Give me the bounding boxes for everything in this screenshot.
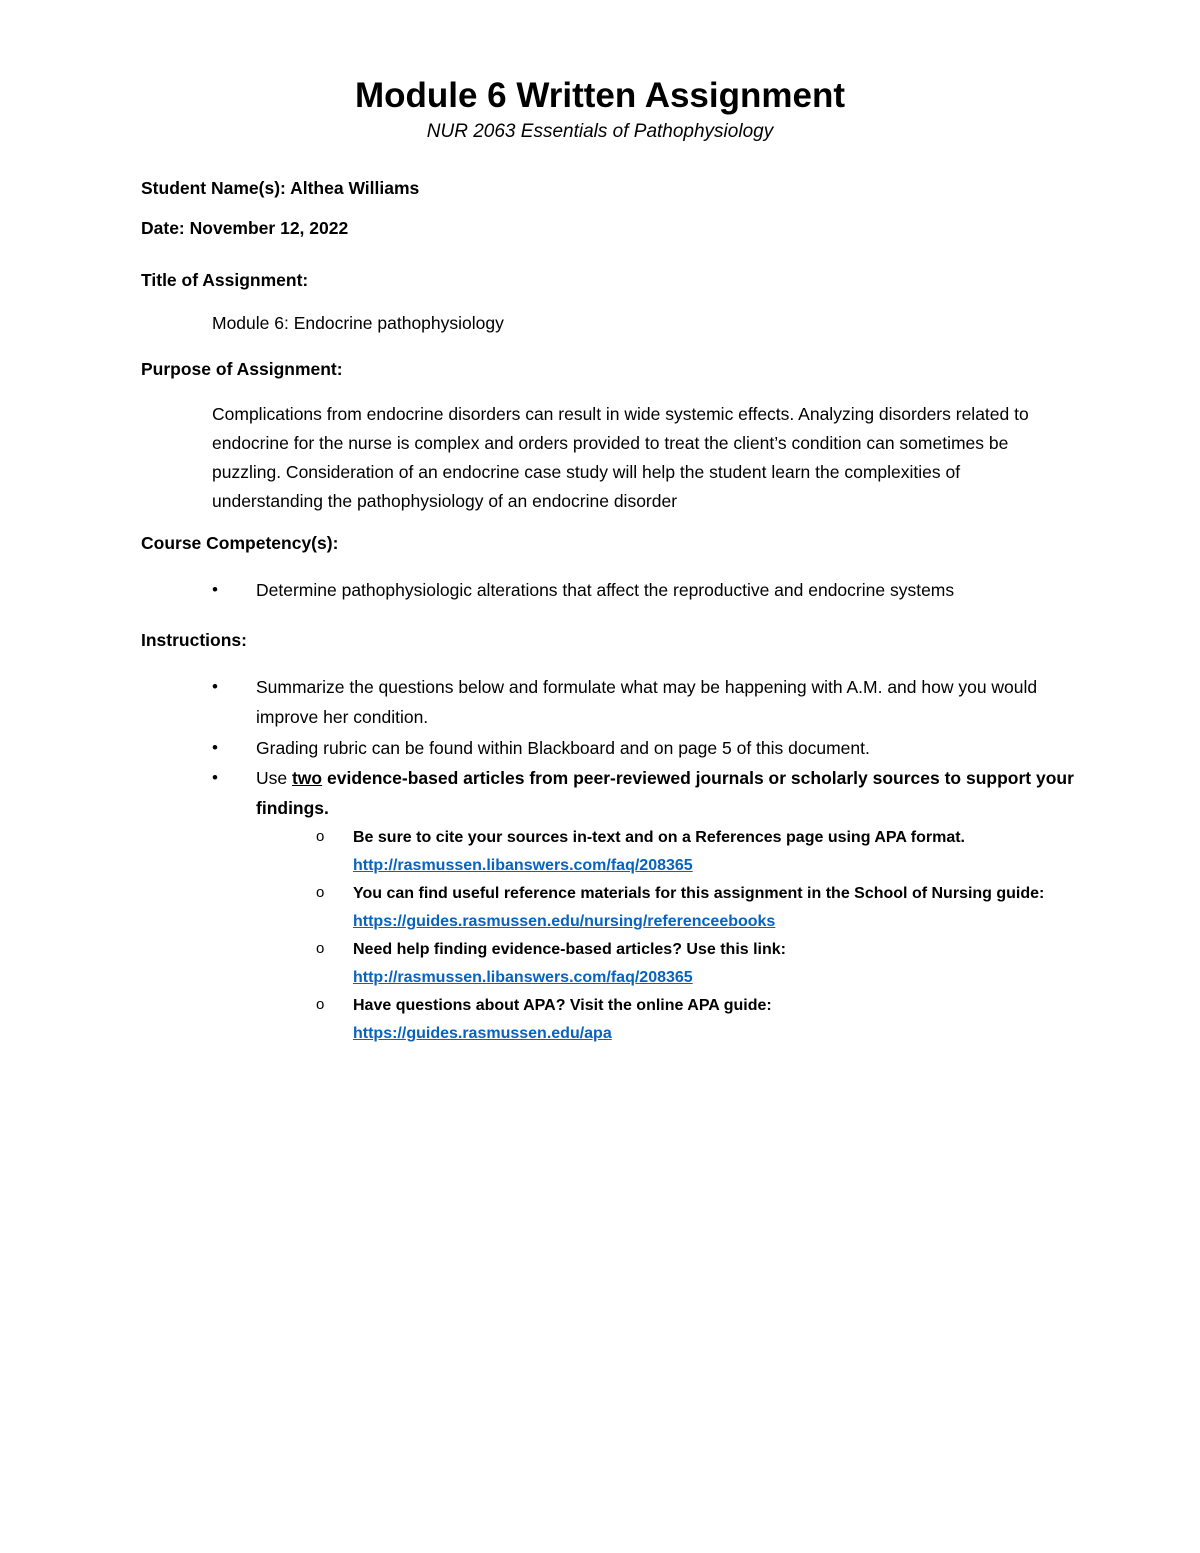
instructions-heading: Instructions: bbox=[141, 630, 247, 650]
competency-text: Determine pathophysiologic alterations that affect the reproductive and endocrine systems bbox=[256, 580, 955, 600]
student-name-label: Student Name(s): bbox=[141, 178, 286, 198]
date-row bbox=[141, 217, 348, 239]
document-subtitle: NUR 2063 Essentials of Pathophysiology bbox=[426, 121, 774, 142]
instruction-post: evidence-based articles from peer-reviewed journals or scholarly sources to support your findings. bbox=[256, 768, 1074, 818]
sub-item-text: Have questions about APA? Visit the online APA guide: bbox=[353, 997, 772, 1014]
instruction-text: Summarize the questions below and formulate what may be happening with A.M. and how you would improve her condition. bbox=[256, 677, 1038, 727]
date-value: November 12, 2022 bbox=[189, 218, 349, 238]
bullet-icon: • bbox=[212, 768, 218, 787]
student-name-value: Althea Williams bbox=[290, 178, 420, 198]
purpose-heading: Purpose of Assignment: bbox=[141, 359, 343, 379]
instruction-pre: Use bbox=[256, 768, 292, 788]
sub-item-text: Be sure to cite your sources in-text and on a References page using APA format. bbox=[353, 829, 965, 846]
instruction-text bbox=[256, 763, 1076, 823]
bullet-icon: • bbox=[212, 738, 218, 757]
title-text: Module 6: Endocrine pathophysiology bbox=[212, 313, 504, 333]
sub-item-text: You can find useful reference materials for this assignment in the School of Nursing guide: bbox=[353, 885, 1045, 902]
bullet-icon: • bbox=[212, 677, 218, 696]
title-heading: Title of Assignment: bbox=[141, 270, 309, 290]
apa-guide-link[interactable]: https://guides.rasmussen.edu/apa bbox=[353, 1025, 612, 1042]
sub-bullet-icon: o bbox=[316, 996, 325, 1013]
student-name-row bbox=[141, 177, 419, 199]
sub-bullet-icon: o bbox=[316, 828, 325, 845]
sub-bullet-icon: o bbox=[316, 884, 325, 901]
purpose-text: Complications from endocrine disorders can result in wide systemic effects. Analyzing disorders related to endocrine for the nurse is complex and orders provided to treat the client’s condition can sometimes be puzzling. Consideration of an endocrine case study will help the student learn the complexities of understanding the pathophysiology of an endocrine disorder bbox=[212, 404, 1029, 511]
evidence-articles-link[interactable]: http://rasmussen.libanswers.com/faq/208365 bbox=[353, 969, 693, 986]
instruction-text: Grading rubric can be found within Blackboard and on page 5 of this document. bbox=[256, 738, 870, 758]
instruction-emphasis: two bbox=[291, 768, 323, 788]
reference-ebooks-link[interactable]: https://guides.rasmussen.edu/nursing/referenceebooks bbox=[353, 913, 776, 930]
apa-format-link[interactable]: http://rasmussen.libanswers.com/faq/208365 bbox=[353, 857, 693, 874]
sub-bullet-icon: o bbox=[316, 940, 325, 957]
document-title: Module 6 Written Assignment bbox=[354, 76, 846, 115]
competency-heading: Course Competency(s): bbox=[141, 533, 339, 553]
sub-item-text: Need help finding evidence-based articles? Use this link: bbox=[353, 941, 786, 958]
bullet-icon: • bbox=[212, 580, 218, 599]
date-label: Date: bbox=[141, 218, 185, 238]
